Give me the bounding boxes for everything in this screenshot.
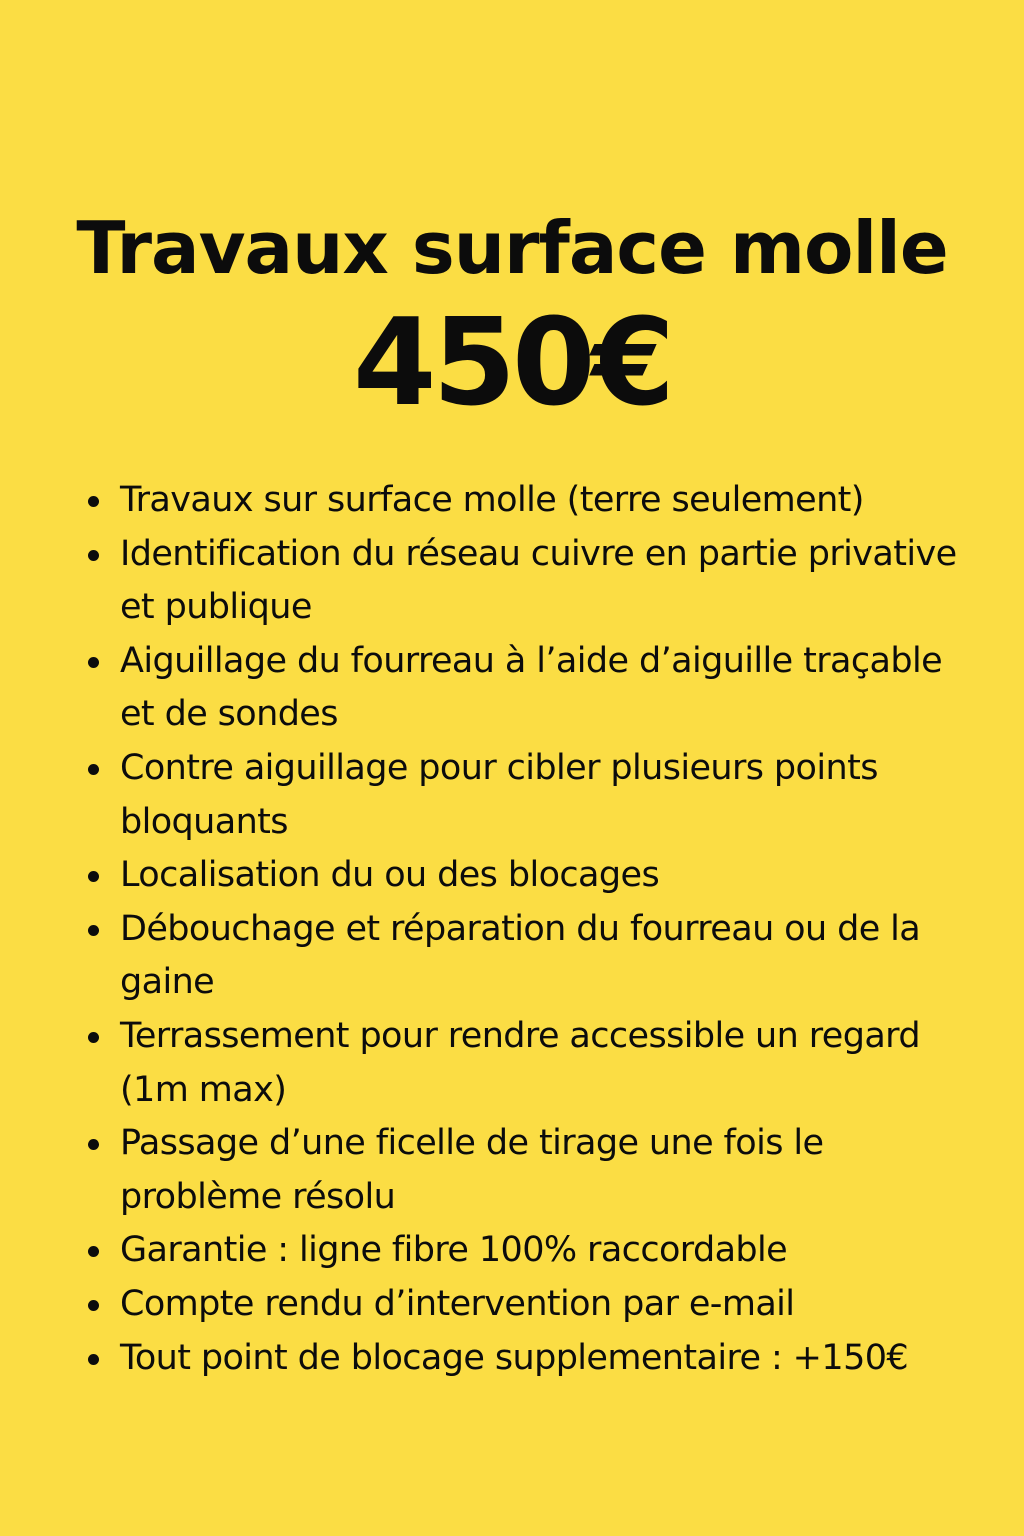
- feature-item: [84, 635, 984, 742]
- bullet-icon: [88, 496, 99, 507]
- feature-text: Terrassement pour rendre accessible un regard (1m max): [120, 1015, 920, 1110]
- bullet-icon: [88, 657, 99, 668]
- feature-item: [84, 903, 984, 1010]
- feature-text: Débouchage et réparation du fourreau ou de la gaine: [120, 908, 921, 1003]
- feature-text: Travaux sur surface molle (terre seulement): [120, 480, 864, 520]
- bullet-icon: [88, 871, 99, 882]
- feature-text: Localisation du ou des blocages: [120, 855, 660, 896]
- feature-text: Passage d’une ficelle de tirage une fois le problème résolu: [120, 1123, 824, 1217]
- feature-list: [84, 474, 984, 1385]
- feature-item: [84, 528, 984, 635]
- bullet-icon: [88, 1139, 99, 1150]
- bullet-icon: [88, 1300, 99, 1311]
- feature-text: Compte rendu d’intervention par e-mail: [120, 1283, 795, 1324]
- offer-price: 450€: [353, 294, 671, 433]
- feature-item: [84, 1224, 984, 1278]
- feature-text: Identification du réseau cuivre en partie privative et publique: [120, 533, 957, 628]
- bullet-icon: [88, 1246, 99, 1257]
- feature-text: Aiguillage du fourreau à l’aide d’aiguille traçable et de sondes: [120, 640, 943, 735]
- feature-text: Tout point de blocage supplementaire : +150€: [120, 1337, 909, 1378]
- feature-item: [84, 1117, 984, 1224]
- feature-item: [84, 1278, 984, 1332]
- feature-item: [84, 742, 984, 849]
- bullet-icon: [88, 1032, 99, 1043]
- bullet-icon: [88, 764, 99, 775]
- feature-text: Garantie : ligne fibre 100% raccordable: [120, 1230, 788, 1271]
- feature-item: [84, 849, 984, 903]
- bullet-icon: [88, 1354, 99, 1365]
- offer-title: Travaux surface molle: [76, 206, 948, 291]
- feature-item: [84, 474, 984, 528]
- bullet-icon: [88, 550, 99, 561]
- feature-item: [84, 1010, 984, 1117]
- feature-text: Contre aiguillage pour cibler plusieurs points bloquants: [120, 747, 878, 842]
- bullet-icon: [88, 925, 99, 936]
- feature-item: [84, 1332, 984, 1386]
